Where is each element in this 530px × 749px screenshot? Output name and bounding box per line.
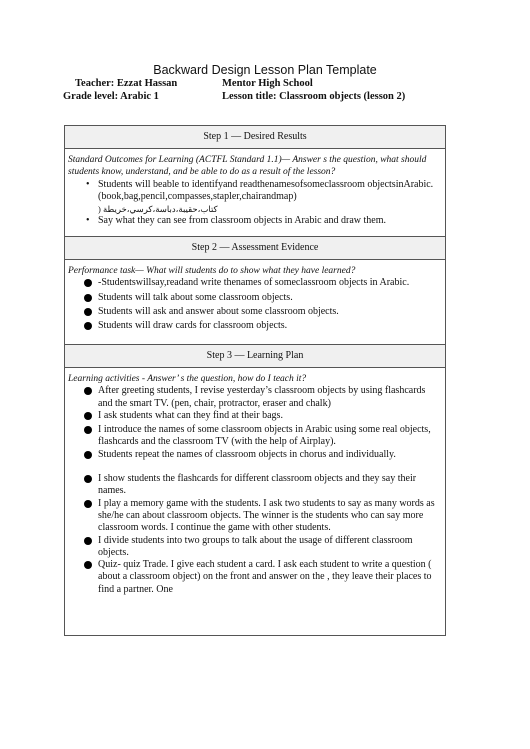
- step3-item: Students repeat the names of classroom objects in chorus and individually.: [98, 448, 396, 460]
- grade-level-label: Grade level: Arabic 1: [63, 91, 159, 102]
- filled-circle-bullet-icon: [84, 475, 92, 483]
- step3-item: Quiz- quiz Trade. I give each student a card. I ask each student to write a question ( about a classroom object) on the front and answer on the , they leave their places to find a partner. One: [98, 559, 432, 595]
- filled-circle-bullet-icon: [84, 451, 92, 459]
- list-item: [68, 498, 441, 535]
- step3-heading: Step 3 — Learning Plan: [65, 344, 445, 368]
- step3-item: After greeting students, I revise yesterday’s classroom objects by using flashcards and the smart TV. (pen, chair, protractor, eraser and chalk): [98, 385, 426, 409]
- step1-bullet-2: Say what they can see from classroom objects in Arabic and draw them.: [98, 215, 386, 227]
- teacher-label: Teacher: Ezzat Hassan: [75, 78, 178, 89]
- filled-circle-bullet-icon: [84, 426, 92, 434]
- list-item: [68, 277, 441, 291]
- list-item: [68, 215, 441, 227]
- filled-circle-bullet-icon: [84, 500, 92, 508]
- filled-circle-bullet-icon: [84, 561, 92, 569]
- list-item: [68, 320, 441, 334]
- step3-item: I divide students into two groups to talk about the usage of different classroom objects.: [98, 534, 413, 558]
- list-item: [68, 179, 441, 204]
- step3-section: [65, 368, 445, 635]
- filled-circle-bullet-icon: [84, 279, 92, 287]
- step1-intro: Standard Outcomes for Learning (ACTFL Standard 1.1)— Answer s the question, what should students know, understand, and be able to do as a result of the lesson?: [68, 155, 427, 178]
- small-bullet-icon: •: [86, 215, 90, 227]
- document-title: Backward Design Lesson Plan Template: [153, 63, 377, 77]
- list-item: [68, 559, 441, 596]
- step3-item: I introduce the names of some classroom objects in Arabic using some real objects, flashcards and the classroom TV (with the help of Airplay).: [98, 424, 431, 448]
- filled-circle-bullet-icon: [84, 412, 92, 420]
- step3-item: I show students the flashcards for different classroom objects and they say their names.: [98, 473, 417, 497]
- step3-item: I play a memory game with the students. I ask two students to say as many words as she/he can about classroom objects. The winner is the students who can say more classroom words. I continue the game with other students.: [98, 497, 435, 534]
- list-item: [68, 410, 441, 424]
- school-label: Mentor High School: [222, 78, 313, 89]
- list-item: [68, 306, 441, 320]
- step2-item: Students will draw cards for classroom objects.: [98, 320, 288, 332]
- step1-arabic-words: كتاب،حقيبة،دباسة،كرسي،خريطة (: [98, 204, 218, 215]
- filled-circle-bullet-icon: [84, 322, 92, 330]
- small-bullet-icon: •: [86, 178, 90, 190]
- step2-item: -Studentswillsay,readand write thenames of someclassroom objects in Arabic.: [98, 277, 410, 289]
- step1-section: [65, 149, 445, 236]
- list-item: [68, 535, 441, 560]
- step2-item: Students will ask and answer about some classroom objects.: [98, 305, 339, 317]
- list-item: [68, 449, 441, 463]
- filled-circle-bullet-icon: [84, 294, 92, 302]
- list-item: [68, 385, 441, 410]
- step3-item: I ask students what can they find at their bags.: [98, 409, 283, 421]
- step2-intro: Performance task— What will students do to show what they have learned?: [68, 266, 356, 276]
- lesson-plan-table: [64, 125, 446, 636]
- step3-intro: Learning activities - Answer’ s the question, how do I teach it?: [68, 374, 307, 384]
- lesson-title-label: Lesson title: Classroom objects (lesson 2): [222, 91, 406, 102]
- list-item: [68, 292, 441, 306]
- filled-circle-bullet-icon: [84, 387, 92, 395]
- filled-circle-bullet-icon: [84, 308, 92, 316]
- list-item: [68, 424, 441, 449]
- list-item: [68, 473, 441, 498]
- step2-heading: Step 2 — Assessment Evidence: [65, 236, 445, 260]
- step2-section: [65, 260, 445, 344]
- filled-circle-bullet-icon: [84, 537, 92, 545]
- step1-bullet-1: Students will beable to identifyand readthenamesofsomeclassroom objectsinArabic.(book,bag,pencil,compasses,stapler,chairandmap): [98, 178, 434, 202]
- step1-heading: Step 1 — Desired Results: [65, 126, 445, 149]
- step2-item: Students will talk about some classroom objects.: [98, 291, 293, 303]
